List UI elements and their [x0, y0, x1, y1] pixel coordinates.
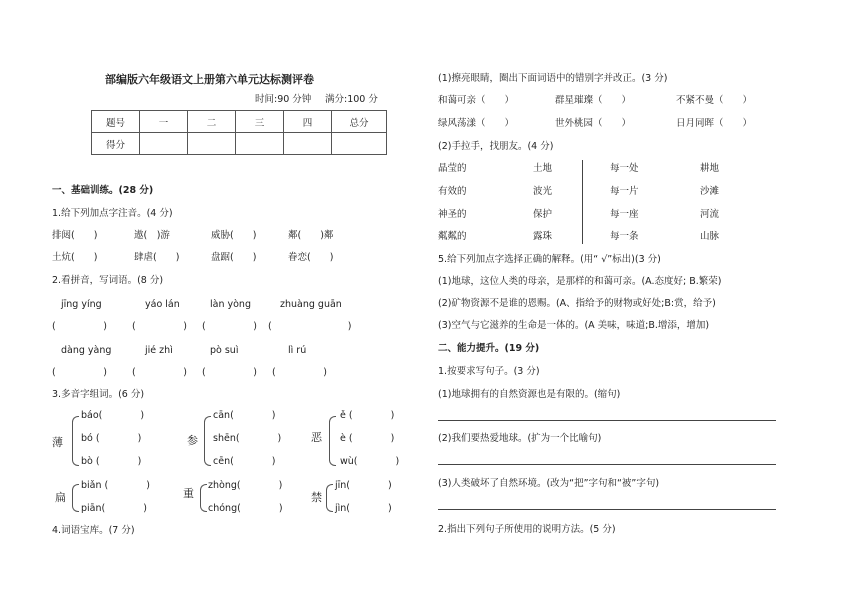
- polyphone-char: 薄: [52, 436, 63, 449]
- answer-box[interactable]: ( ): [272, 367, 327, 378]
- match-mid: 波光: [533, 186, 553, 197]
- pinyin: jié zhì: [145, 345, 173, 356]
- section-heading: 一、基础训练。(28 分): [52, 185, 154, 196]
- polyphone-item: jīn( ): [335, 480, 392, 491]
- match-left: 晶莹的: [438, 163, 467, 174]
- page-title: 部编版六年级语文上册第六单元达标测评卷: [105, 73, 314, 86]
- question-title: 4.词语宝库。(7 分): [52, 525, 135, 536]
- table-cell[interactable]: [236, 133, 284, 155]
- polyphone-item: bó ( ): [81, 433, 142, 444]
- table-cell: 总分: [332, 111, 387, 133]
- table-cell[interactable]: [332, 133, 387, 155]
- match-mid: 土地: [533, 163, 553, 174]
- polyphone-char: 禁: [311, 491, 322, 504]
- pinyin: dàng yàng: [61, 345, 112, 356]
- divider: [582, 160, 583, 244]
- polyphone-char: 重: [183, 487, 194, 500]
- sentence-item: (2)我们要热爱地球。(扩为一个比喻句): [438, 433, 602, 444]
- question-title: 5.给下列加点字选择正确的解释。(用“ √”标出)(3 分): [438, 254, 661, 265]
- match-mid: 保护: [533, 209, 553, 220]
- match-right-b: 河流: [700, 209, 720, 220]
- answer-line[interactable]: [438, 509, 776, 510]
- section-heading: 二、能力提升。(19 分): [438, 343, 540, 354]
- match-left: 有效的: [438, 186, 467, 197]
- table-cell[interactable]: [188, 133, 236, 155]
- answer-box[interactable]: ( ): [268, 321, 352, 332]
- polyphone-item: chóng( ): [208, 503, 283, 514]
- polyphone-char: 恶: [311, 431, 322, 444]
- word-item: 日月同晖（ ）: [676, 118, 753, 129]
- q1-item: 遨( )游: [134, 230, 170, 241]
- q1-item: 肆虐( ): [134, 252, 180, 263]
- match-right-a: 每一座: [610, 209, 639, 220]
- polyphone-item: ě ( ): [340, 410, 395, 421]
- question-title: 3.多音字组词。(6 分): [52, 389, 145, 400]
- table-cell[interactable]: [140, 133, 188, 155]
- table-cell: 三: [236, 111, 284, 133]
- answer-line[interactable]: [438, 420, 776, 421]
- brace: [329, 416, 336, 466]
- polyphone-item: jìn( ): [335, 503, 392, 514]
- word-item: 不紧不曼（ ）: [676, 95, 753, 106]
- table-row: [92, 111, 387, 133]
- match-right-b: 沙滩: [700, 186, 720, 197]
- q1-item: 威胁( ): [211, 230, 257, 241]
- table-cell: 一: [140, 111, 188, 133]
- answer-box[interactable]: ( ): [202, 367, 257, 378]
- polyphone-item: piān( ): [81, 503, 147, 514]
- q1-item: 盘踞( ): [211, 252, 257, 263]
- brace: [326, 484, 333, 512]
- polyphone-char: 参: [187, 434, 198, 447]
- question-title: 1.按要求写句子。(3 分): [438, 366, 540, 377]
- q1-item: 眷恋( ): [288, 252, 334, 263]
- pinyin: lì rú: [288, 345, 307, 356]
- word-item: 和蔼可亲（ ）: [438, 95, 515, 106]
- polyphone-item: báo( ): [81, 410, 145, 421]
- exam-time: 时间:90 分钟: [255, 94, 312, 105]
- polyphone-item: wù( ): [340, 456, 400, 467]
- score-table: [91, 110, 387, 155]
- sentence-item: (3)人类破坏了自然环境。(改为“把”字句和“被”字句): [438, 478, 660, 489]
- brace: [204, 416, 211, 466]
- polyphone-item: cān( ): [213, 410, 276, 421]
- match-left: 粼粼的: [438, 231, 467, 242]
- table-cell: 题号: [92, 111, 140, 133]
- answer-box[interactable]: ( ): [52, 367, 107, 378]
- pinyin: pò suì: [210, 345, 239, 356]
- polyphone-item: biǎn ( ): [81, 480, 150, 491]
- choice-item: (3)空气与它滋养的生命是一体的。(A 美味，味道;B.增添，增加): [438, 320, 710, 331]
- answer-box[interactable]: ( ): [202, 321, 257, 332]
- table-cell[interactable]: [284, 133, 332, 155]
- q1-item: 土炕( ): [52, 252, 98, 263]
- word-item: 绿风荡漾（ ）: [438, 118, 515, 129]
- brace: [72, 484, 79, 512]
- word-item: 世外桃园（ ）: [555, 118, 632, 129]
- brace: [72, 416, 79, 466]
- table-cell: 二: [188, 111, 236, 133]
- match-right-a: 每一片: [610, 186, 639, 197]
- polyphone-item: è ( ): [340, 433, 395, 444]
- answer-box[interactable]: ( ): [132, 367, 187, 378]
- pinyin: jīng yíng: [61, 299, 102, 310]
- answer-line[interactable]: [438, 464, 776, 465]
- table-cell: 四: [284, 111, 332, 133]
- polyphone-item: zhòng( ): [208, 480, 283, 491]
- exam-total-score: 满分:100 分: [325, 94, 378, 105]
- match-right-a: 每一处: [610, 163, 639, 174]
- polyphone-item: cēn( ): [213, 456, 276, 467]
- pinyin: yáo lán: [145, 299, 180, 310]
- match-right-b: 山脉: [700, 231, 720, 242]
- match-left: 神圣的: [438, 209, 467, 220]
- question-title: (1)擦亮眼睛，圈出下面词语中的错别字并改正。(3 分): [438, 73, 668, 84]
- q1-item: 排闼( ): [52, 230, 98, 241]
- pinyin: làn yòng: [210, 299, 251, 310]
- pinyin: zhuàng guān: [280, 299, 342, 310]
- match-mid: 露珠: [533, 231, 553, 242]
- sentence-item: (1)地球拥有的自然资源也是有限的。(缩句): [438, 389, 621, 400]
- answer-box[interactable]: ( ): [132, 321, 187, 332]
- polyphone-item: bò ( ): [81, 456, 142, 467]
- word-item: 群星璀璨（ ）: [555, 95, 632, 106]
- question-title: 1.给下列加点字注音。(4 分): [52, 208, 173, 219]
- polyphone-item: shēn( ): [213, 433, 282, 444]
- answer-box[interactable]: ( ): [52, 321, 107, 332]
- brace: [200, 484, 207, 512]
- table-cell: 得分: [92, 133, 140, 155]
- match-right-b: 耕地: [700, 163, 720, 174]
- choice-item: (2)矿物资源不是谁的恩赐。(A、指给予的财物或好处;B:赏，给予): [438, 298, 716, 309]
- question-title: (2)手拉手，找朋友。(4 分): [438, 141, 554, 152]
- q1-item: 鄰( )鄰: [288, 230, 334, 241]
- question-title: 2.看拼音，写词语。(8 分): [52, 275, 164, 286]
- match-right-a: 每一条: [610, 231, 639, 242]
- choice-item: (1)地球，这位人类的母亲，是那样的和蔼可亲。(A.态度好; B.繁荣): [438, 276, 722, 287]
- table-row: [92, 133, 387, 155]
- polyphone-char: 扁: [55, 491, 66, 504]
- question-title: 2.指出下列句子所使用的说明方法。(5 分): [438, 524, 616, 535]
